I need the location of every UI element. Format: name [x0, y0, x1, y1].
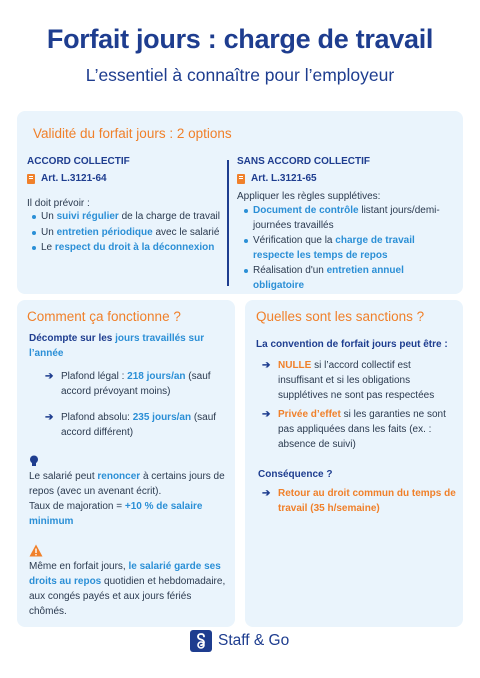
article-left-label: Art. L.3121-64 — [41, 173, 107, 184]
privee-item: ➔ Privée d’effet si les garanties ne sont pas appliquées dans les faits (ex. : absence de suivi) — [262, 409, 446, 450]
warning-icon — [29, 544, 43, 557]
sanctions-title: Quelles sont les sanctions ? — [256, 309, 425, 324]
list-item: Vérification que la charge de travail respecte les temps de repos — [243, 234, 453, 263]
lightbulb-icon — [29, 455, 39, 468]
list-item: Un suivi régulier de la charge de travail — [31, 210, 221, 225]
accord-collectif-heading: ACCORD COLLECTIF — [27, 156, 130, 167]
article-right — [237, 173, 317, 184]
plafond-absolu: ➔ Plafond absolu: 235 jours/an (sauf accord différent) — [45, 412, 217, 438]
sanctions-intro: La convention de forfait jours peut être : — [256, 339, 448, 350]
list-item: Réalisation d'un entretien annuel obligatoire — [243, 264, 453, 293]
decompte-text: Décompte sur les jours travaillés sur l’année — [29, 333, 205, 359]
page-title: Forfait jours : charge de travail — [46, 24, 434, 54]
brand-name: Staff & Go — [218, 632, 290, 649]
article-right-label: Art. L.3121-65 — [251, 173, 317, 184]
page-subtitle: L’essentiel à connaître pour l’employeur — [85, 65, 395, 85]
book-icon — [27, 174, 35, 184]
article-left — [27, 173, 107, 184]
retour-item: ➔ Retour au droit commun du temps de travail (35 h/semaine) — [262, 488, 456, 514]
brand-logo — [190, 630, 289, 652]
renoncer-text: Le salarié peut renoncer à certains jours de repos (avec un avenant écrit). — [29, 471, 225, 497]
plafond-legal: ➔ Plafond légal : 218 jours/an (sauf accord prévoyant moins) — [45, 371, 211, 397]
left-intro: Il doit prévoir : — [27, 198, 90, 209]
book-icon — [237, 174, 245, 184]
arrow-right-icon: ➔ — [262, 488, 271, 499]
list-item: Le respect du droit à la déconnexion — [31, 241, 221, 256]
right-list — [243, 204, 453, 294]
nulle-item: ➔ NULLE si l’accord collectif est insuffisant et si les obligations supplétives ne sont pas respectées — [262, 360, 435, 401]
arrow-right-icon: ➔ — [262, 409, 271, 420]
fonctionne-title: Comment ça fonctionne ? — [27, 309, 181, 324]
taux-text: Taux de majoration = +10 % de salaire minimum — [29, 501, 203, 527]
arrow-right-icon: ➔ — [45, 371, 54, 382]
list-item: Document de contrôle listant jours/demi-journées travaillés — [243, 204, 453, 233]
right-intro: Appliquer les règles supplétives: — [237, 191, 381, 202]
arrow-right-icon: ➔ — [262, 360, 271, 371]
left-list — [31, 210, 221, 257]
arrow-right-icon: ➔ — [45, 412, 54, 423]
consequence-heading: Conséquence ? — [258, 469, 333, 480]
staff-go-logo-icon — [190, 630, 212, 652]
validite-title: Validité du forfait jours : 2 options — [33, 126, 232, 141]
list-item: Un entretien périodique avec le salarié — [31, 226, 221, 241]
sans-accord-heading: SANS ACCORD COLLECTIF — [237, 156, 370, 167]
repos-text: Même en forfait jours, le salarié garde ses droits au repos quotidien et hebdomadaire, aux congés payés et aux jours fériés chômés. — [29, 561, 226, 617]
column-divider — [227, 160, 229, 286]
